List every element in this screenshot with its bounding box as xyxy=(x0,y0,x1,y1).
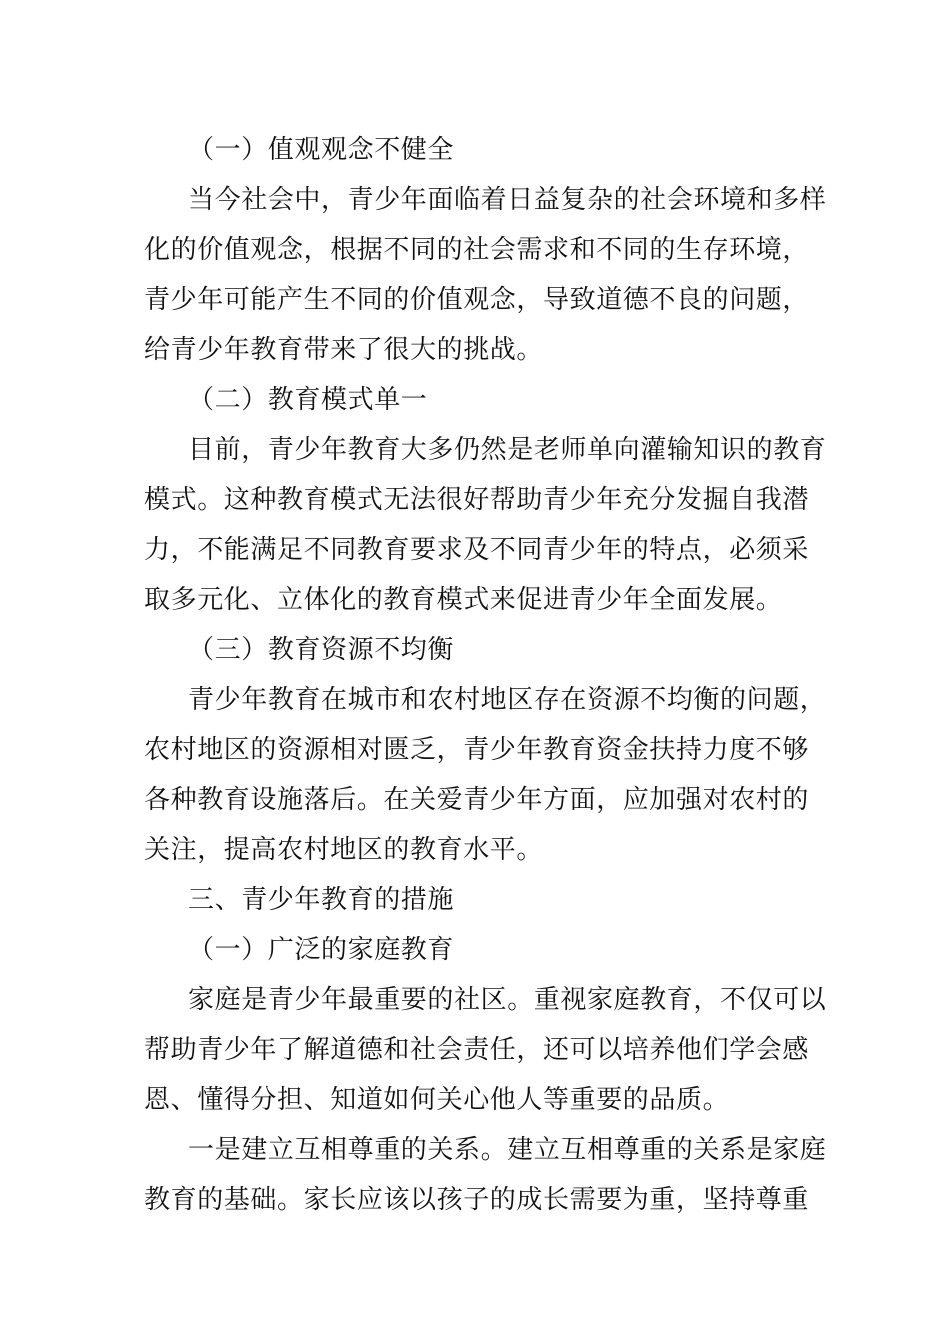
paragraph-line: 教育的基础。家长应该以孩子的成长需要为重，坚持尊重 xyxy=(144,1185,810,1215)
subheading-2: （二）教育模式单一 xyxy=(188,385,428,415)
section-heading: 三、青少年教育的措施 xyxy=(188,885,455,915)
paragraph-line: 取多元化、立体化的教育模式来促进青少年全面发展。 xyxy=(144,585,783,615)
paragraph-line: 关注，提高农村地区的教育水平。 xyxy=(144,835,544,865)
paragraph-line: 帮助青少年了解道德和社会责任，还可以培养他们学会感 xyxy=(144,1035,810,1065)
paragraph-line: 青少年可能产生不同的价值观念，导致道德不良的问题， xyxy=(144,285,810,315)
subheading-3: （三）教育资源不均衡 xyxy=(188,635,455,665)
paragraph-line: 青少年教育在城市和农村地区存在资源不均衡的问题， xyxy=(188,685,827,715)
subheading-4: （一）广泛的家庭教育 xyxy=(188,935,455,965)
subheading-1: （一）值观观念不健全 xyxy=(188,135,455,165)
paragraph-line: 恩、懂得分担、知道如何关心他人等重要的品质。 xyxy=(144,1085,730,1115)
paragraph-line: 当今社会中，青少年面临着日益复杂的社会环境和多样 xyxy=(188,185,827,215)
paragraph-line: 农村地区的资源相对匮乏，青少年教育资金扶持力度不够 xyxy=(144,735,810,765)
paragraph-line: 化的价值观念，根据不同的社会需求和不同的生存环境， xyxy=(144,235,810,265)
paragraph-line: 力，不能满足不同教育要求及不同青少年的特点，必须采 xyxy=(144,535,810,565)
paragraph-line: 各种教育设施落后。在关爱青少年方面，应加强对农村的 xyxy=(144,785,810,815)
paragraph-line: 目前，青少年教育大多仍然是老师单向灌输知识的教育 xyxy=(188,435,827,465)
paragraph-line: 一是建立互相尊重的关系。建立互相尊重的关系是家庭 xyxy=(188,1135,827,1165)
paragraph-line: 模式。这种教育模式无法很好帮助青少年充分发掘自我潜 xyxy=(144,485,810,515)
paragraph-line: 给青少年教育带来了很大的挑战。 xyxy=(144,335,544,365)
paragraph-line: 家庭是青少年最重要的社区。重视家庭教育，不仅可以 xyxy=(188,985,827,1015)
